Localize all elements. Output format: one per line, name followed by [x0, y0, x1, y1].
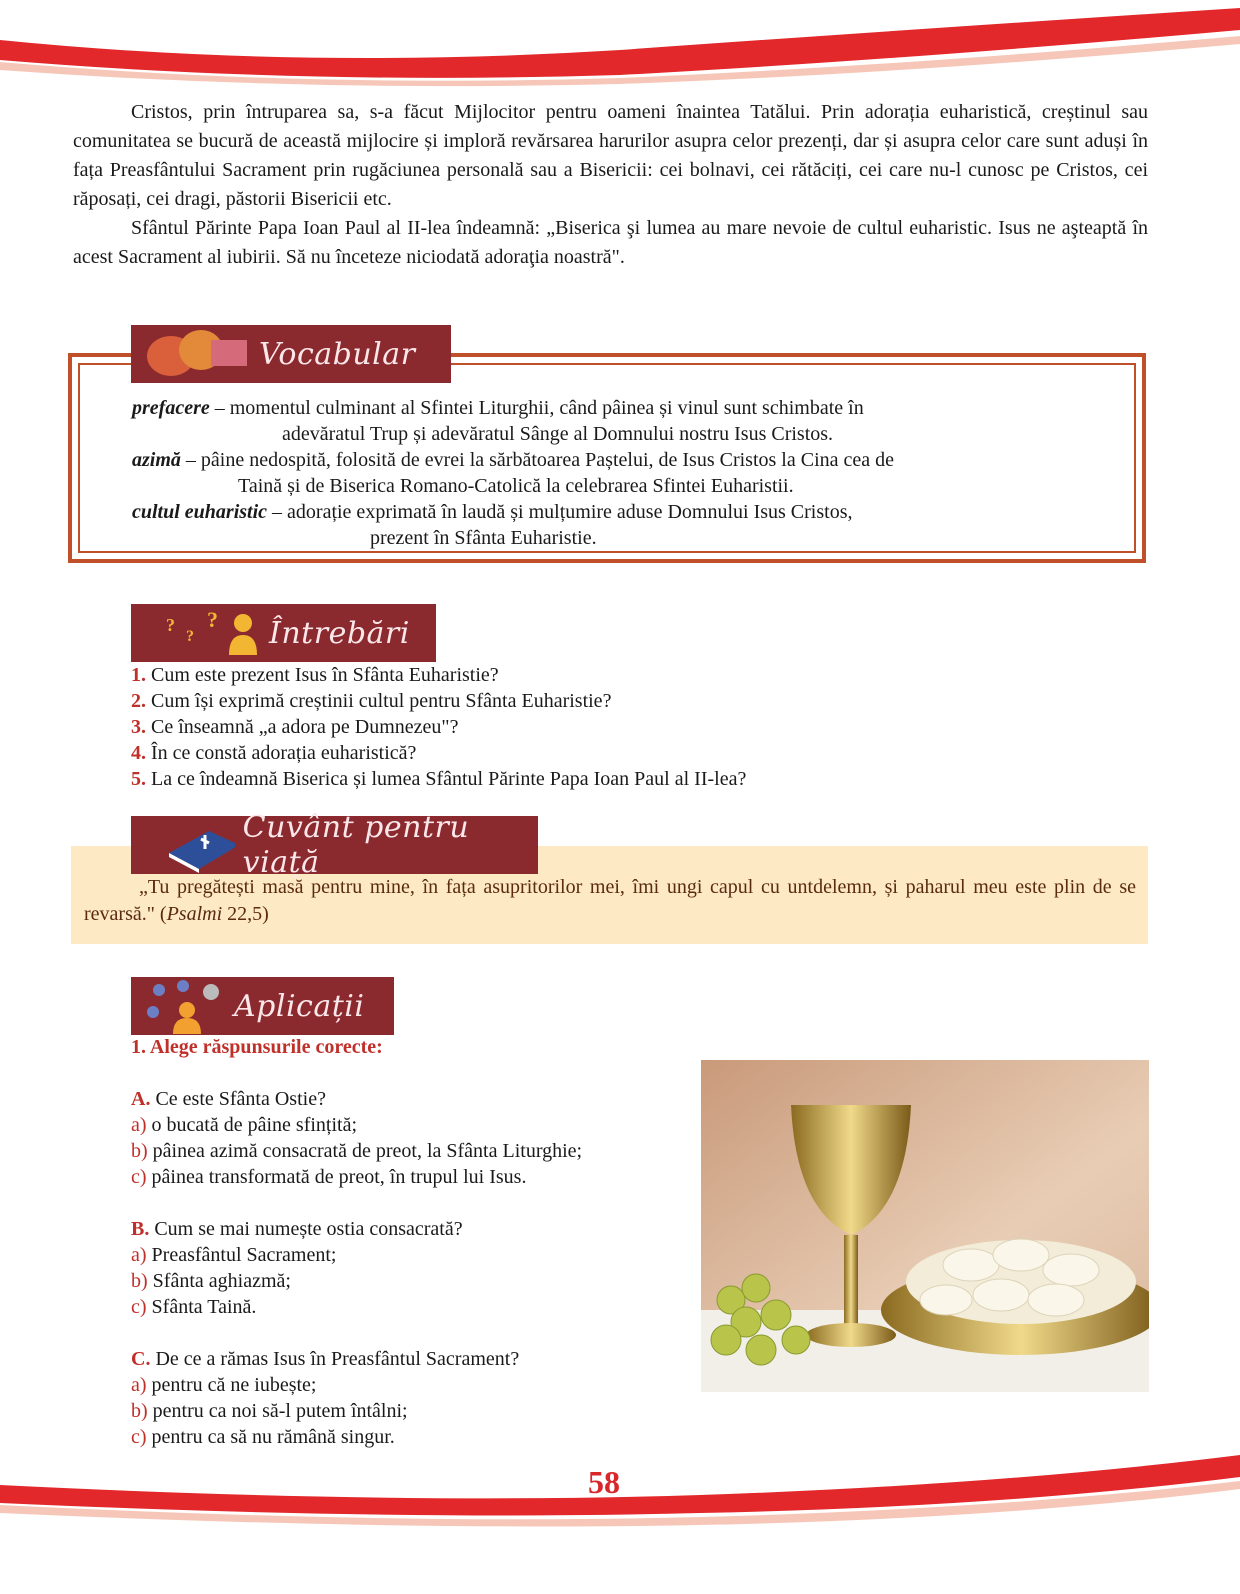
exercise-question-c: [131, 1346, 701, 1450]
vocabulary-banner: [131, 325, 451, 383]
definition: pâine nedospită, folosită de evrei la sărbătoarea Paștelui, de Isus Cristos la Cina cea de: [200, 449, 895, 471]
questions-list: [131, 662, 746, 792]
option-text: pâinea transformată de preot, în trupul lui Isus.: [146, 1166, 527, 1188]
question-number: 5.: [131, 768, 146, 790]
option-text: Sfânta Taină.: [146, 1296, 257, 1318]
option-text: pentru ca noi să-l putem întâlni;: [147, 1400, 408, 1422]
question-item: [131, 740, 746, 766]
definition-cont: Taină și de Biserica Romano-Catolică la celebrarea Sfintei Euharistii.: [238, 475, 794, 497]
exercise-question-a: [131, 1086, 701, 1190]
definition: adorație exprimată în laudă și mulțumire aduse Domnului Isus Cristos,: [287, 501, 853, 523]
option-letter: c): [131, 1166, 147, 1188]
question-letter: B.: [131, 1218, 150, 1240]
top-decoration: [0, 0, 1240, 90]
option-text: Preasfântul Sacrament;: [146, 1244, 337, 1266]
question-item: [131, 766, 746, 792]
option-letter: a): [131, 1114, 147, 1136]
option-text: pentru ca să nu rămână singur.: [146, 1426, 395, 1448]
svg-text:?: ?: [186, 628, 194, 645]
bottom-decoration: [0, 1445, 1240, 1535]
question-text: Cum se mai numește ostia consacrată?: [149, 1218, 463, 1240]
vocabulary-entry: [132, 499, 1118, 551]
definition-cont: adevăratul Trup și adevăratul Sânge al Domnului nostru Isus Cristos.: [282, 423, 834, 445]
question-text: Ce înseamnă „a adora pe Dumnezeu"?: [146, 716, 459, 738]
question-item: [131, 688, 746, 714]
question-item: [131, 662, 746, 688]
questions-title: Întrebări: [269, 615, 410, 651]
bible-icon: [131, 817, 235, 873]
question-text: Cum își exprimă creștinii cultul pentru Sfânta Euharistie?: [146, 690, 612, 712]
intro-paragraph-1: Cristos, prin întruparea sa, s-a făcut Mijlocitor pentru oameni înaintea Tatălui. Prin adorația euharistică, creștinul sau comunitatea se bucură de această mijlocire și imploră revărsarea harurilor asupra celor prezenți, dar și asupra celor care sunt aduși în fața Preasfântului Sacrament prin rugăciunea personală sau a Bisericii: cei bolnavi, cei rătăciți, cei care nu-l cunosc pe Cristos, cei răposați, cei dragi, păstorii Bisericii etc.: [73, 101, 1148, 210]
option-letter: a): [131, 1244, 147, 1266]
question-text: La ce îndeamnă Biserica și lumea Sfântul Părinte Papa Ioan Paul al II-lea?: [146, 768, 747, 790]
option-letter: b): [131, 1270, 148, 1292]
term: cultul euharistic: [132, 501, 268, 523]
option[interactable]: [131, 1268, 701, 1294]
question-number: 4.: [131, 742, 146, 764]
quote-text: „Tu pregătești masă pentru mine, în fața asupritorilor mei, îmi ungi capul cu untdelemn, și paharul meu este plin de se revarsă." (: [84, 876, 1136, 925]
svg-text:?: ?: [166, 615, 175, 635]
option-letter: a): [131, 1374, 147, 1396]
question-letter: C.: [131, 1348, 151, 1370]
option[interactable]: [131, 1294, 701, 1320]
question-number: 3.: [131, 716, 146, 738]
people-ideas-icon: [131, 978, 226, 1034]
vocabulary-list: [132, 395, 1118, 551]
word-for-life-title: Cuvânt pentru viață: [242, 810, 470, 880]
option-text: Sfânta aghiazmă;: [147, 1270, 291, 1292]
option-text: o bucată de pâine sfințită;: [146, 1114, 358, 1136]
question-item: [131, 714, 746, 740]
question-text: Ce este Sfânta Ostie?: [150, 1088, 326, 1110]
option[interactable]: [131, 1138, 701, 1164]
dash: –: [180, 449, 201, 471]
applications-banner: [131, 977, 394, 1035]
speech-bubbles-icon: [131, 326, 251, 382]
option-letter: b): [131, 1400, 148, 1422]
option-letter: b): [131, 1140, 148, 1162]
term: prefacere: [132, 397, 210, 419]
option-letter: c): [131, 1426, 147, 1448]
intro-text: [73, 98, 1148, 272]
questions-banner: [131, 604, 436, 662]
exercise-questions: [131, 1086, 701, 1450]
exercise-question-b: [131, 1216, 701, 1320]
definition: momentul culminant al Sfintei Liturghii, când pâinea și vinul sunt schimbate în: [229, 397, 864, 419]
option-text: pentru că ne iubește;: [146, 1374, 317, 1396]
dash: –: [209, 397, 230, 419]
question-person-icon: [131, 605, 261, 661]
question-text: De ce a rămas Isus în Preasfântul Sacrament?: [150, 1348, 520, 1370]
chalice-hosts-photo: [701, 1060, 1149, 1392]
word-for-life-banner: [131, 810, 538, 880]
question-letter: A.: [131, 1088, 151, 1110]
option[interactable]: [131, 1398, 701, 1424]
vocabulary-title: Vocabular: [259, 336, 416, 372]
vocabulary-entry: [132, 447, 1118, 499]
quote-reference: 22,5): [222, 903, 269, 925]
option[interactable]: [131, 1242, 701, 1268]
option[interactable]: [131, 1112, 701, 1138]
option[interactable]: [131, 1372, 701, 1398]
definition-cont: prezent în Sfânta Euharistie.: [370, 527, 597, 549]
option[interactable]: [131, 1164, 701, 1190]
term: azimă: [132, 449, 181, 471]
applications-title: Aplicații: [234, 988, 365, 1024]
option-letter: c): [131, 1296, 147, 1318]
question-number: 1.: [131, 664, 146, 686]
question-text: Cum este prezent Isus în Sfânta Euharistie?: [146, 664, 499, 686]
vocabulary-entry: [132, 395, 1118, 447]
svg-text:?: ?: [207, 607, 218, 632]
option-text: pâinea azimă consacrată de preot, la Sfânta Liturghie;: [147, 1140, 583, 1162]
exercise-instruction: 1. Alege răspunsurile corecte:: [131, 1036, 383, 1058]
dash: –: [267, 501, 288, 523]
quote-reference-book: Psalmi: [166, 903, 223, 925]
question-number: 2.: [131, 690, 146, 712]
bible-quote: [84, 874, 1136, 928]
page-number: 58: [588, 1464, 620, 1500]
intro-paragraph-2: Sfântul Părinte Papa Ioan Paul al II-lea îndeamnă: „Biserica şi lumea au mare nevoie de cultul euharistic. Isus ne aşteaptă în acest Sacrament al iubirii. Să nu înceteze niciodată adoraţia noastră".: [73, 217, 1148, 268]
question-text: În ce constă adorația euharistică?: [146, 742, 417, 764]
